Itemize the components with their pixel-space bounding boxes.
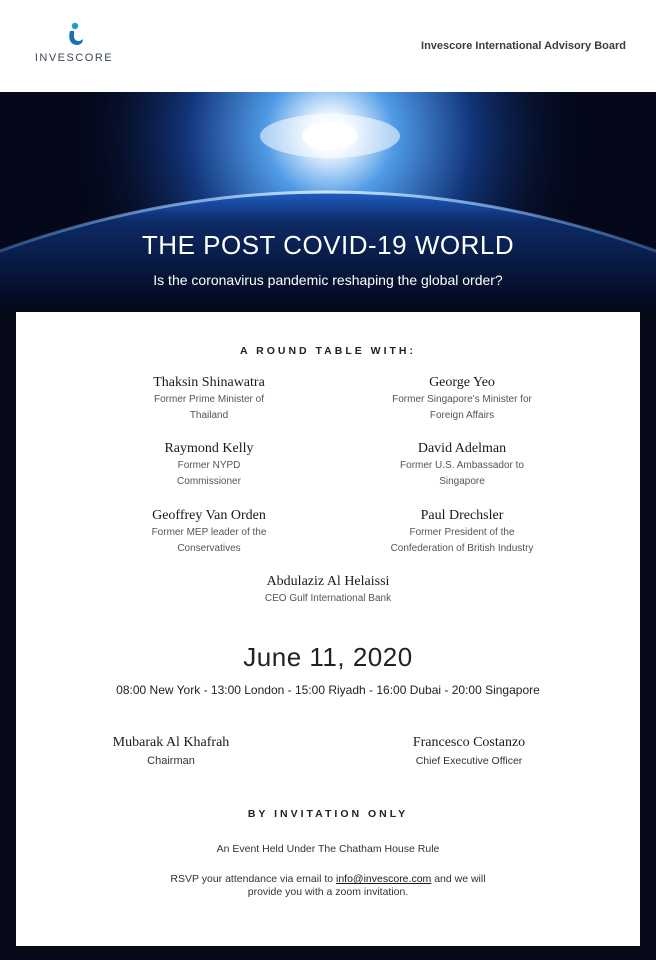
speaker-role: Commissioner (177, 476, 241, 487)
speaker-role: Former Singapore's Minister for (392, 394, 532, 405)
event-date: June 11, 2020 (243, 642, 413, 672)
speaker-role: Former U.S. Ambassador to (400, 460, 524, 471)
rsvp-suffix: and we will (434, 873, 486, 885)
host-ceo (374, 734, 564, 770)
chatham-house-note: An Event Held Under The Chatham House Rule (216, 843, 440, 855)
speaker-name: Geoffrey Van Orden (152, 508, 266, 523)
speaker-abdulaziz-al-helaissi (218, 573, 438, 607)
speaker-role: Former MEP leader of the (151, 527, 267, 538)
event-subtitle: Is the coronavirus pandemic reshaping the global order? (153, 272, 503, 288)
speaker-role: Foreign Affairs (429, 410, 495, 421)
email-link[interactable]: info@invescore.com (336, 873, 432, 885)
invitation-card (16, 312, 640, 946)
speaker-paul-drechsler (352, 507, 572, 557)
speaker-raymond-kelly (109, 440, 309, 490)
host-name: Mubarak Al Khafrah (112, 735, 230, 750)
rsvp-prefix: RSVP your attendance via email to (170, 873, 334, 885)
rsvp-line-2: provide you with a zoom invitation. (247, 886, 409, 898)
speaker-role: Former Prime Minister of (153, 394, 264, 405)
speaker-role: Former President of the (409, 527, 515, 538)
speaker-role: Former NYPD (177, 460, 241, 471)
speaker-name: George Yeo (429, 375, 495, 390)
speaker-thaksin-shinawatra (109, 374, 309, 424)
invescore-logo[interactable] (34, 22, 114, 72)
speaker-role: Singapore (439, 476, 485, 487)
speaker-name: Thaksin Shinawatra (153, 375, 265, 390)
speaker-geoffrey-van-orden (109, 507, 309, 557)
speaker-name: Paul Drechsler (420, 508, 504, 523)
rsvp-line-1 (16, 873, 640, 886)
event-title: THE POST COVID-19 WORLD (141, 230, 515, 260)
hero-banner (0, 92, 656, 310)
invescore-logo-icon (61, 22, 87, 48)
speaker-role: Conservatives (177, 543, 241, 554)
host-role: Chairman (147, 755, 195, 767)
header (0, 0, 656, 92)
speaker-george-yeo (362, 374, 562, 424)
brand-name: INVESCORE (34, 52, 114, 64)
roundtable-heading: A ROUND TABLE WITH: (240, 345, 416, 357)
speaker-david-adelman (362, 440, 562, 490)
speaker-name: David Adelman (417, 441, 507, 456)
rsvp-text (16, 873, 640, 899)
speaker-role: Confederation of British Industry (390, 543, 534, 554)
host-role: Chief Executive Officer (415, 755, 523, 767)
speaker-name: Abdulaziz Al Helaissi (266, 574, 390, 589)
speaker-role: Thailand (189, 410, 229, 421)
invitation-only-heading: BY INVITATION ONLY (247, 808, 409, 820)
event-times: 08:00 New York - 13:00 London - 15:00 Riyadh - 16:00 Dubai - 20:00 Singapore (116, 683, 540, 697)
host-chairman (76, 734, 266, 770)
speaker-name: Raymond Kelly (164, 441, 254, 456)
speaker-role: CEO Gulf International Bank (264, 593, 392, 604)
host-name: Francesco Costanzo (412, 735, 526, 750)
board-title: Invescore International Advisory Board (421, 40, 626, 52)
